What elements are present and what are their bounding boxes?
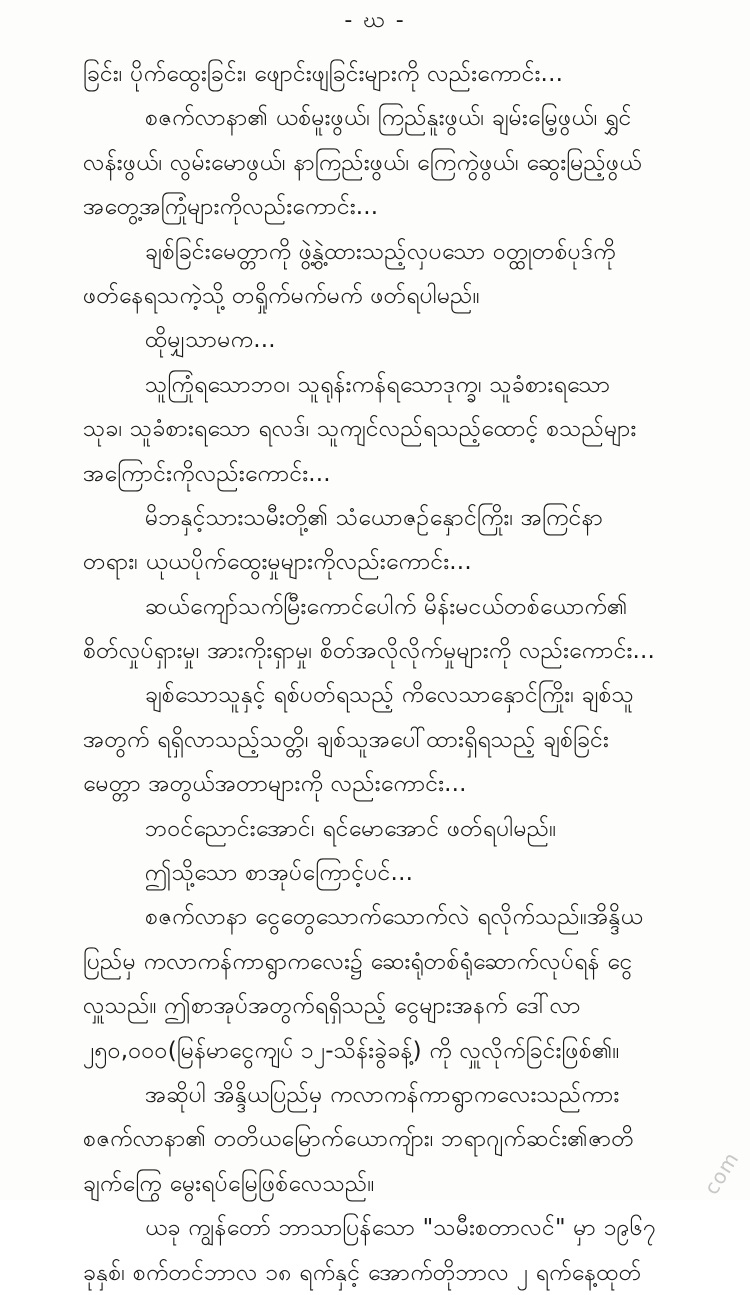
text-line: ဆယ်ကျော်သက်မြီးကောင်ပေါက် မိန်းမငယ်တစ်ယောက်၏ xyxy=(145,593,628,620)
text-line: သူကြုံရသောဘဝ၊ သူရုန်းကန်ရသောဒုက္ခ၊ သူခံစားရသော xyxy=(145,371,611,398)
text-line: ချက်ကြွေ မွေးရပ်မြေဖြစ်လေသည်။ xyxy=(83,1170,375,1197)
text-line: ဘဝင်ညောင်းအောင်၊ ရင်မောအောင် ဖတ်ရပါမည်။ xyxy=(145,815,557,842)
text-line: သုခ၊ သူခံစားရသော ရလဒ်၊ သူကျင်လည်ရသည့်ထောင့် စသည်များ xyxy=(83,416,637,443)
text-line: ခုနှစ်၊ စက်တင်ဘာလ ၁၈ ရက်နှင့် အောက်တိုဘာလ ၂ ရက်နေ့ထုတ် xyxy=(83,1259,642,1286)
text-line: လှူသည်။ ဤစာအုပ်အတွက်ရရှိသည့် ငွေများအနက် ဒေါ်လာ xyxy=(83,993,581,1020)
text-line: စဇက်လာနာ ငွေတွေသောက်သောက်လဲ ရလိုက်သည်။အိန္ဒိယ xyxy=(145,904,644,931)
page-number: - ဃ - xyxy=(344,8,406,33)
text-line: စဇက်လာနာ၏ တတိယမြောက်ယောကျ်ား၊ ဘရာဂျက်ဆင်း၏ဇာတိ xyxy=(83,1126,634,1153)
watermark-text: com xyxy=(699,1147,744,1199)
text-line: အကြောင်းကိုလည်းကောင်း... xyxy=(83,460,331,487)
text-line: လန်းဖွယ်၊ လွမ်းမောဖွယ်၊ နာကြည်းဖွယ်၊ ကြေကွဲဖွယ်၊ ဆွေးမြည့်ဖွယ် xyxy=(83,149,642,176)
body-text xyxy=(83,52,731,1295)
text-line: အဆိုပါ အိန္ဒိယပြည်မှ ကလာကန်ကာရွာကလေးသည်ကား xyxy=(145,1081,620,1108)
text-line: ဤသို့သော စာအုပ်ကြောင့်ပင်... xyxy=(145,860,414,887)
text-line: စဇက်လာနာ၏ ယစ်မူးဖွယ်၊ ကြည်နူးဖွယ်၊ ချမ်းမြေ့ဖွယ်၊ ရွှင် xyxy=(145,105,632,132)
text-line: ချစ်ခြင်းမေတ္တာကို ဖွဲ့နွဲ့ထားသည့်လှပသော ဝတ္ထုတစ်ပုဒ်ကို xyxy=(145,238,616,265)
text-line: ပြည်မှ ကလာကန်ကာရွာကလေး၌ ဆေးရုံတစ်ရုံဆောက်လုပ်ရန် ငွေ xyxy=(83,948,633,975)
text-line: ချစ်သောသူနှင့် ရစ်ပတ်ရသည့် ကိလေသာနှောင်ကြိုး၊ ချစ်သူ xyxy=(145,682,635,709)
text-line: ယခု ကျွန်တော် ဘာသာပြန်သော "သမီးစတာလင်" မှာ ၁၉၆၇ xyxy=(145,1215,657,1242)
text-line: မိဘနှင့်သားသမီးတို့၏ သံယောဇဉ်နှောင်ကြိုး၊ အကြင်နာ xyxy=(145,504,604,531)
text-line: ၂၅၀,၀၀၀(မြန်မာငွေကျပ် ၁၂-သိန်းခွဲခန့်) ကို လှူလိုက်ခြင်းဖြစ်၏။ xyxy=(83,1037,620,1064)
text-line: စိတ်လှုပ်ရှားမှု၊ အားကိုးရှာမှု၊ စိတ်အလိုလိုက်မှုများကို လည်းကောင်း... xyxy=(83,638,656,665)
text-line: မေတ္တာ အတွယ်အတာများကို လည်းကောင်း... xyxy=(83,771,467,798)
text-line: တရား၊ ယုယပိုက်ထွေးမှုများကိုလည်းကောင်း... xyxy=(83,549,472,576)
text-line: အတွေ့အကြုံများကိုလည်းကောင်း... xyxy=(83,194,379,221)
text-line: ထိုမျှသာမက... xyxy=(145,327,276,354)
text-line: ခြင်း၊ ပိုက်ထွေးခြင်း၊ ဖျောင်းဖျခြင်းများကို လည်းကောင်း... xyxy=(83,61,564,87)
text-line: အတွက် ရရှိလာသည့်သတ္တိ၊ ချစ်သူအပေါ်ထားရှိရသည့် ချစ်ခြင်း xyxy=(83,726,609,753)
text-line: ဖတ်နေရသကဲ့သို့ တရှိုက်မက်မက် ဖတ်ရပါမည်။ xyxy=(83,282,480,309)
